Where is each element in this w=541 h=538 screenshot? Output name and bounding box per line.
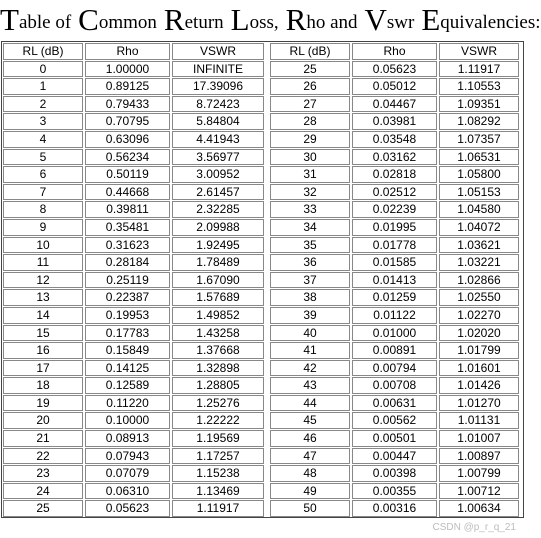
table-cell: 0.00708	[352, 377, 437, 394]
column-header: VSWR	[172, 43, 264, 60]
table-cell: 0.01259	[352, 289, 437, 306]
table-cell: 0.11220	[85, 395, 170, 412]
table-cell: 0.28184	[85, 254, 170, 271]
page-title	[0, 2, 541, 37]
table-cell: 0.03981	[352, 113, 437, 130]
table-cell: 26	[270, 78, 350, 95]
table-cell: 1.11917	[439, 61, 519, 78]
title-word-rest: eturn	[184, 12, 224, 33]
table-cell: 0.56234	[85, 149, 170, 166]
table-cell: 0.07079	[85, 465, 170, 482]
column-header: VSWR	[439, 43, 519, 60]
table-cell: 1.00000	[85, 61, 170, 78]
table-cell: 0.01778	[352, 237, 437, 254]
table-cell: 0.14125	[85, 360, 170, 377]
table-cell: 1.08292	[439, 113, 519, 130]
table-row	[2, 499, 523, 517]
table-cell: 0.35481	[85, 219, 170, 236]
table-cell: 0.25119	[85, 272, 170, 289]
table-cell: 5	[3, 149, 83, 166]
table-cell: 0.15849	[85, 342, 170, 359]
table-cell: 0.00794	[352, 360, 437, 377]
table-cell: 0.12589	[85, 377, 170, 394]
column-header: Rho	[85, 43, 170, 60]
table-cell: 46	[270, 430, 350, 447]
table-row	[2, 148, 523, 166]
table-cell: 1.01799	[439, 342, 519, 359]
table-cell: 24	[3, 483, 83, 500]
table-cell: 0.01122	[352, 307, 437, 324]
table-cell: 2	[3, 96, 83, 113]
table-cell: 37	[270, 272, 350, 289]
table-row	[2, 394, 523, 412]
equivalency-table	[1, 41, 524, 518]
table-cell: 1.22222	[172, 412, 264, 429]
table-row	[2, 165, 523, 183]
table-cell: 4.41943	[172, 131, 264, 148]
table-cell: 0.01000	[352, 325, 437, 342]
table-cell: 0.19953	[85, 307, 170, 324]
table-row	[2, 447, 523, 465]
title-cap-letter: C	[78, 2, 99, 37]
table-cell: 50	[270, 500, 350, 517]
table-row	[2, 324, 523, 342]
table-cell: 1.10553	[439, 78, 519, 95]
table-cell: 29	[270, 131, 350, 148]
column-header: RL (dB)	[3, 43, 83, 60]
table-row	[2, 271, 523, 289]
table-cell: 1.07357	[439, 131, 519, 148]
title-word-rest: able of	[18, 12, 72, 33]
table-cell: 1.67090	[172, 272, 264, 289]
table-cell: 6	[3, 166, 83, 183]
watermark: CSDN @p_r_q_21	[432, 522, 516, 533]
table-cell: 1	[3, 78, 83, 95]
column-header: Rho	[352, 43, 437, 60]
table-cell: 25	[270, 61, 350, 78]
table-cell: 0.05623	[352, 61, 437, 78]
table-cell: 1.03621	[439, 237, 519, 254]
table-row	[2, 200, 523, 218]
table-row	[2, 482, 523, 500]
table-cell: 1.15238	[172, 465, 264, 482]
table-cell: 0.00447	[352, 448, 437, 465]
table-row	[2, 77, 523, 95]
table-cell: 1.17257	[172, 448, 264, 465]
table-row	[2, 341, 523, 359]
table-cell: 44	[270, 395, 350, 412]
table-cell: 0.02818	[352, 166, 437, 183]
table-cell: 1.00897	[439, 448, 519, 465]
table-row	[2, 95, 523, 113]
table-row	[2, 130, 523, 148]
table-cell: 1.13469	[172, 483, 264, 500]
table-cell: 19	[3, 395, 83, 412]
table-cell: 9	[3, 219, 83, 236]
table-row	[2, 112, 523, 130]
table-cell: 5.84804	[172, 113, 264, 130]
table-cell: 1.00799	[439, 465, 519, 482]
table-cell: 14	[3, 307, 83, 324]
table-cell: 0.63096	[85, 131, 170, 148]
table-cell: 0.70795	[85, 113, 170, 130]
table-row	[2, 183, 523, 201]
table-cell: 1.02020	[439, 325, 519, 342]
table-cell: 38	[270, 289, 350, 306]
table-cell: 0.05012	[352, 78, 437, 95]
table-cell: 0.00501	[352, 430, 437, 447]
table-cell: 0.02239	[352, 201, 437, 218]
table-cell: 13	[3, 289, 83, 306]
table-cell: 28	[270, 113, 350, 130]
table-cell: 1.43258	[172, 325, 264, 342]
table-cell: 0.00631	[352, 395, 437, 412]
table-cell: 30	[270, 149, 350, 166]
table-cell: 0.06310	[85, 483, 170, 500]
table-cell: 3	[3, 113, 83, 130]
table-cell: 1.11917	[172, 500, 264, 517]
table-row	[2, 306, 523, 324]
table-cell: 12	[3, 272, 83, 289]
table-cell: 1.09351	[439, 96, 519, 113]
table-cell: 0.79433	[85, 96, 170, 113]
table-cell: 1.19569	[172, 430, 264, 447]
table-row	[2, 376, 523, 394]
table-cell: 1.05800	[439, 166, 519, 183]
table-cell: 0.01413	[352, 272, 437, 289]
table-cell: 36	[270, 254, 350, 271]
table-cell: 34	[270, 219, 350, 236]
table-cell: 1.01601	[439, 360, 519, 377]
table-cell: 1.02550	[439, 289, 519, 306]
table-cell: 17.39096	[172, 78, 264, 95]
table-cell: 2.32285	[172, 201, 264, 218]
table-cell: 0.89125	[85, 78, 170, 95]
table-cell: 16	[3, 342, 83, 359]
table-cell: 43	[270, 377, 350, 394]
table-cell: 0.04467	[352, 96, 437, 113]
table-cell: 1.05153	[439, 184, 519, 201]
title-word-rest: ommon	[98, 12, 157, 33]
table-cell: 48	[270, 465, 350, 482]
table-cell: 0.39811	[85, 201, 170, 218]
table-cell: 1.02270	[439, 307, 519, 324]
table-cell: 1.28805	[172, 377, 264, 394]
table-cell: 31	[270, 166, 350, 183]
table-row	[2, 359, 523, 377]
table-row	[2, 429, 523, 447]
table-cell: 11	[3, 254, 83, 271]
table-row	[2, 253, 523, 271]
table-cell: 3.00952	[172, 166, 264, 183]
table-cell: 47	[270, 448, 350, 465]
table-row	[2, 464, 523, 482]
table-cell: 33	[270, 201, 350, 218]
table-cell: 2.61457	[172, 184, 264, 201]
table-cell: INFINITE	[172, 61, 264, 78]
table-cell: 4	[3, 131, 83, 148]
table-cell: 35	[270, 237, 350, 254]
column-header: RL (dB)	[270, 43, 350, 60]
table-cell: 10	[3, 237, 83, 254]
table-cell: 0.50119	[85, 166, 170, 183]
title-cap-letter: L	[230, 2, 250, 37]
table-cell: 0.00891	[352, 342, 437, 359]
table-cell: 15	[3, 325, 83, 342]
table-cell: 0.00562	[352, 412, 437, 429]
table-cell: 1.37668	[172, 342, 264, 359]
table-cell: 1.06531	[439, 149, 519, 166]
table-cell: 8	[3, 201, 83, 218]
table-cell: 7	[3, 184, 83, 201]
table-cell: 3.56977	[172, 149, 264, 166]
table-cell: 0.01995	[352, 219, 437, 236]
table-cell: 1.03221	[439, 254, 519, 271]
table-cell: 0.44668	[85, 184, 170, 201]
table-cell: 20	[3, 412, 83, 429]
table-row	[2, 236, 523, 254]
table-cell: 2.09988	[172, 219, 264, 236]
table-cell: 0	[3, 61, 83, 78]
table-cell: 32	[270, 184, 350, 201]
table-cell: 0.05623	[85, 500, 170, 517]
table-cell: 0.01585	[352, 254, 437, 271]
table-cell: 49	[270, 483, 350, 500]
table-cell: 1.01007	[439, 430, 519, 447]
table-cell: 21	[3, 430, 83, 447]
table-cell: 1.01426	[439, 377, 519, 394]
title-cap-letter: T	[0, 2, 19, 37]
table-cell: 0.17783	[85, 325, 170, 342]
table-cell: 23	[3, 465, 83, 482]
table-cell: 1.92495	[172, 237, 264, 254]
title-cap-letter: R	[163, 2, 185, 37]
table-cell: 0.00398	[352, 465, 437, 482]
table-cell: 1.02866	[439, 272, 519, 289]
table-cell: 0.00355	[352, 483, 437, 500]
table-cell: 25	[3, 500, 83, 517]
table-cell: 40	[270, 325, 350, 342]
table-cell: 18	[3, 377, 83, 394]
table-cell: 1.04072	[439, 219, 519, 236]
table-cell: 1.49852	[172, 307, 264, 324]
table-header-row	[2, 42, 523, 60]
table-row	[2, 411, 523, 429]
table-cell: 0.07943	[85, 448, 170, 465]
title-cap-letter: E	[421, 2, 441, 37]
table-cell: 1.00634	[439, 500, 519, 517]
title-word-rest: oss,	[249, 12, 279, 33]
title-word-rest: quivalencies:	[440, 12, 541, 33]
table-cell: 17	[3, 360, 83, 377]
title-cap-letter: R	[285, 2, 307, 37]
table-cell: 1.57689	[172, 289, 264, 306]
title-cap-letter: V	[364, 2, 387, 37]
table-cell: 27	[270, 96, 350, 113]
table-cell: 0.31623	[85, 237, 170, 254]
table-cell: 0.03162	[352, 149, 437, 166]
table-row	[2, 218, 523, 236]
table-cell: 0.00316	[352, 500, 437, 517]
table-cell: 0.08913	[85, 430, 170, 447]
table-cell: 1.25276	[172, 395, 264, 412]
table-cell: 42	[270, 360, 350, 377]
table-cell: 0.22387	[85, 289, 170, 306]
table-cell: 22	[3, 448, 83, 465]
table-cell: 1.32898	[172, 360, 264, 377]
table-cell: 0.02512	[352, 184, 437, 201]
table-cell: 0.10000	[85, 412, 170, 429]
table-cell: 1.01270	[439, 395, 519, 412]
title-word-rest: ho and	[306, 12, 358, 33]
table-cell: 0.03548	[352, 131, 437, 148]
table-cell: 1.78489	[172, 254, 264, 271]
table-cell: 41	[270, 342, 350, 359]
title-word-rest: swr	[386, 12, 415, 33]
table-cell: 8.72423	[172, 96, 264, 113]
table-row	[2, 60, 523, 78]
table-cell: 39	[270, 307, 350, 324]
table-cell: 1.00712	[439, 483, 519, 500]
table-cell: 45	[270, 412, 350, 429]
table-cell: 1.04580	[439, 201, 519, 218]
table-row	[2, 288, 523, 306]
table-cell: 1.01131	[439, 412, 519, 429]
